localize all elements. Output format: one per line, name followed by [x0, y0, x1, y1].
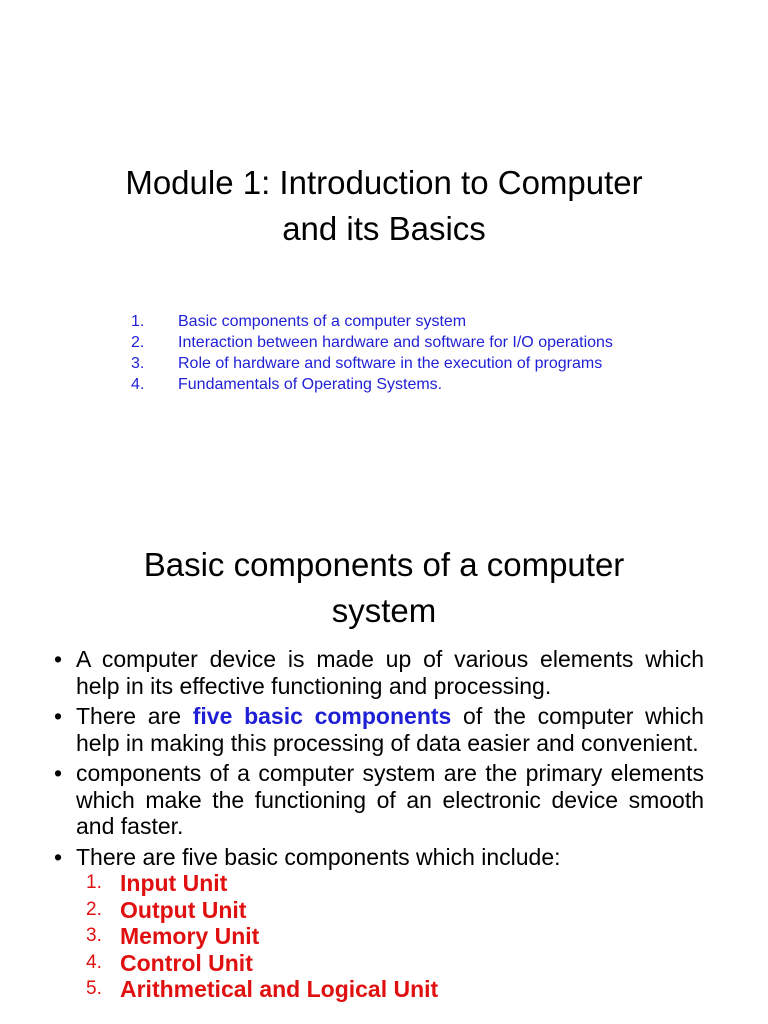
unit-item: [86, 870, 704, 897]
unit-list: [76, 870, 704, 1003]
bullet-item: [48, 703, 704, 756]
unit-item: [86, 950, 704, 977]
module-title: [0, 160, 768, 252]
unit-text: Memory Unit: [120, 923, 260, 949]
topic-item: [131, 374, 631, 395]
unit-text: Output Unit: [120, 896, 247, 923]
topic-number: 1.: [131, 313, 145, 330]
unit-item: [86, 976, 704, 1003]
bullet-item: [48, 760, 704, 840]
topic-number: 2.: [131, 334, 145, 351]
highlight-text: five basic components: [192, 703, 452, 729]
unit-item: [86, 897, 704, 924]
unit-number: 1.: [86, 872, 102, 893]
topic-text: Fundamentals of Operating Systems.: [178, 376, 443, 393]
topic-text: Interaction between hardware and software for I/O operations: [178, 334, 613, 351]
topic-list: [131, 311, 631, 395]
bullet-item: [48, 646, 704, 699]
unit-number: 2.: [86, 898, 102, 920]
bullet-text-pre: There are: [76, 703, 193, 729]
topic-text: Role of hardware and software in the execution of programs: [178, 355, 603, 372]
unit-item: [86, 923, 704, 950]
module-title-line1: Module 1: Introduction to Computer: [125, 164, 643, 201]
section-title-line2: system: [331, 592, 437, 629]
module-title-line2: and its Basics: [282, 210, 486, 247]
unit-text: Control Unit: [120, 949, 253, 976]
unit-number: 4.: [86, 951, 102, 973]
section-title: [0, 542, 768, 634]
bullet-text: A computer device is made up of various elements which help in its effective functioning and processing.: [76, 646, 704, 699]
unit-number: 3.: [86, 925, 102, 946]
unit-text: Input Unit: [120, 870, 228, 896]
bullet-item: [48, 844, 704, 1003]
section-title-line1: Basic components of a computer: [143, 546, 625, 583]
bullet-text: components of a computer system are the primary elements which make the functioning of an electronic device smooth and faster.: [76, 760, 704, 839]
topic-text: Basic components of a computer system: [178, 313, 467, 330]
unit-text: Arithmetical and Logical Unit: [120, 976, 439, 1002]
bullet-list: [48, 646, 704, 1007]
topic-number: 3.: [131, 355, 145, 372]
topic-item: [131, 353, 631, 374]
bullet-text: There are five basic components which include:: [76, 843, 561, 870]
topic-item: [131, 332, 631, 353]
topic-number: 4.: [131, 376, 145, 393]
topic-item: [131, 311, 631, 332]
bullet-text-post: of the computer which help in making this processing of data easier and convenient.: [76, 703, 704, 756]
unit-number: 5.: [86, 978, 102, 999]
